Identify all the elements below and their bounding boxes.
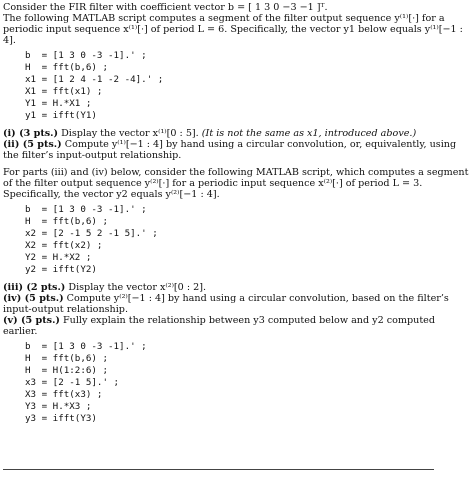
part-iii-label: (iii) (2 pts.) — [3, 282, 66, 293]
part-ii-text: Compute y⁽¹⁾[−1 : 4] by hand using a circular convolution, or, equivalently, using the filter’s input-output relationship. — [3, 139, 457, 161]
part-iv — [3, 293, 469, 315]
problem-document — [3, 2, 469, 425]
part-iv-text: Compute y⁽²⁾[−1 : 4] by hand using a circular convolution, based on the filter’s input-output relationship. — [3, 293, 449, 315]
intro-text: Consider the FIR filter with coefficient vector b = [ 1 3 0 −3 −1 ]ᵀ. — [3, 2, 328, 13]
matlab-script-3: b = [1 3 0 -3 -1].' ; H = fft(b,6) ; H = H(1:2:6) ; x3 = [2 -1 5].' ; X3 = fft(x3) ; Y3 = H.*X3 ; y3 = ifft(Y3) — [25, 341, 147, 424]
part-i-text: Display the vector x⁽¹⁾[0 : 5]. — [58, 128, 202, 139]
script1-description: The following MATLAB script computes a segment of the filter output sequence y⁽¹⁾[·] for a periodic input sequence x⁽¹⁾[·] of period L = 6. Specifically, the vector y1 below equals y⁽¹⁾[−1 : 4]. — [3, 13, 463, 46]
part-iv-label: (iv) (5 pts.) — [3, 293, 64, 304]
part-v-text: Fully explain the relationship between y3 computed below and y2 computed earlier. — [3, 315, 435, 337]
part-iii-text: Display the vector x⁽²⁾[0 : 2]. — [65, 282, 207, 293]
part-v — [3, 315, 469, 337]
part-ii — [3, 139, 469, 161]
part-iii — [3, 282, 469, 293]
part-i-note: (It is not the same as x1, introduced above.) — [201, 128, 417, 139]
part-i-label: (i) (3 pts.) — [3, 128, 59, 139]
matlab-script-1: b = [1 3 0 -3 -1].' ; H = fft(b,6) ; x1 = [1 2 4 -1 -2 -4].' ; X1 = fft(x1) ; Y1 = H.*X1 ; y1 = ifft(Y1) — [25, 50, 164, 121]
part-ii-label: (ii) (5 pts.) — [3, 139, 62, 150]
part-i — [3, 128, 469, 139]
script2-description: For parts (iii) and (iv) below, consider the following MATLAB script, which computes a segment of the filter output sequence y⁽²⁾[·] for a periodic input sequence x⁽²⁾[·] of period L = 3. Specifically, the vector y2 equals y⁽²⁾[−1 : 4]. — [3, 167, 469, 200]
part-v-label: (v) (5 pts.) — [3, 315, 60, 326]
bottom-divider — [3, 469, 434, 470]
matlab-script-2: b = [1 3 0 -3 -1].' ; H = fft(b,6) ; x2 = [2 -1 5 2 -1 5].' ; X2 = fft(x2) ; Y2 = H.*X2 ; y2 = ifft(Y2) — [25, 204, 158, 275]
